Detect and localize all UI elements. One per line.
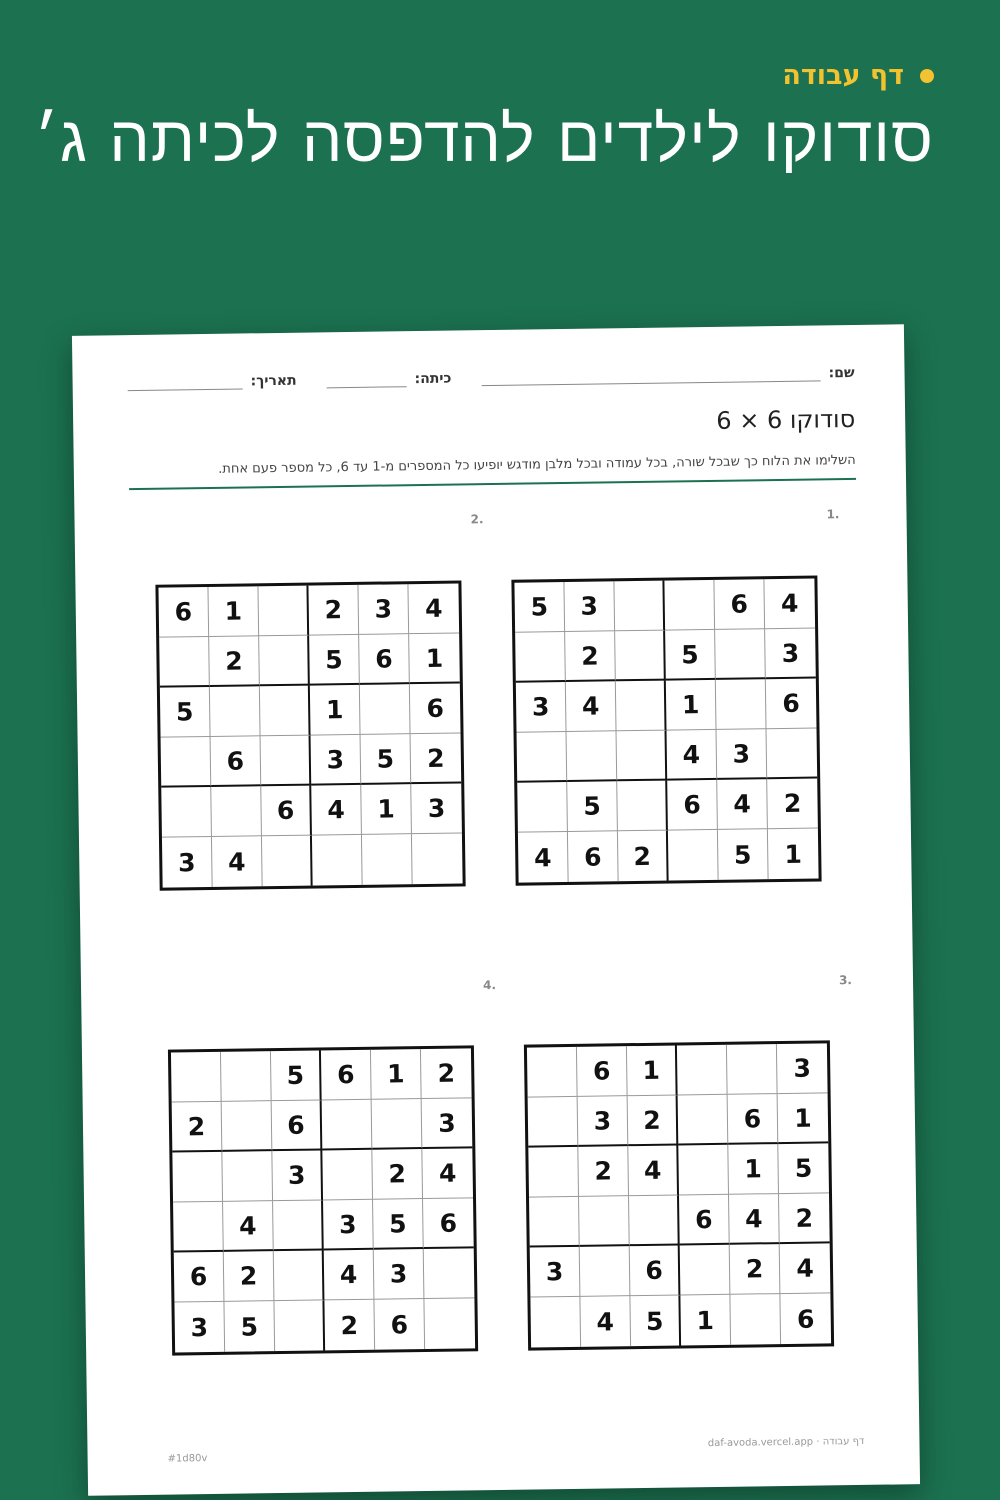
sudoku-cell[interactable] <box>528 1097 579 1148</box>
sudoku-cell[interactable] <box>616 681 667 732</box>
sudoku-cell[interactable] <box>273 1200 324 1251</box>
footer-code: #1d80v <box>167 1453 208 1465</box>
sudoku-cell[interactable] <box>614 581 665 632</box>
sudoku-cell: 6 <box>158 587 209 638</box>
sudoku-cell: 4 <box>311 785 362 836</box>
sudoku-cell: 4 <box>566 681 617 732</box>
sudoku-grid-2 <box>155 580 465 890</box>
sudoku-cell: 3 <box>765 629 816 680</box>
sudoku-cell[interactable] <box>530 1297 581 1348</box>
bullet-dot-icon <box>920 69 934 83</box>
sudoku-cell: 3 <box>564 581 615 632</box>
sudoku-cell[interactable] <box>173 1202 224 1253</box>
sudoku-cell: 3 <box>777 1043 828 1094</box>
sudoku-cell: 3 <box>272 1150 323 1201</box>
sudoku-cell[interactable] <box>360 684 411 735</box>
sudoku-cell[interactable] <box>424 1298 475 1349</box>
sudoku-cell[interactable] <box>211 786 262 837</box>
sudoku-cell: 5 <box>160 687 211 738</box>
sudoku-grid-1 <box>511 575 821 885</box>
sudoku-cell: 1 <box>784 839 803 869</box>
sudoku-cell: 1 <box>310 685 361 736</box>
sudoku-cell: 2 <box>730 1244 781 1295</box>
sudoku-cell: 6 <box>359 634 410 685</box>
name-field <box>481 365 854 386</box>
sudoku-cell: 6 <box>630 1245 681 1296</box>
date-line <box>128 374 243 391</box>
sudoku-cell: 4 <box>408 583 459 634</box>
sudoku-cell: 4 <box>212 836 263 887</box>
sudoku-cell: 5 <box>630 1295 681 1346</box>
page-title: סודוקו לילדים להדפסה לכיתה ג׳ <box>34 103 934 177</box>
sudoku-cell: 6 <box>766 679 817 730</box>
sudoku-cell[interactable] <box>322 1150 373 1201</box>
sudoku-cell[interactable] <box>412 833 463 884</box>
sudoku-cell: 2 <box>324 1300 375 1351</box>
sudoku-cell: 2 <box>209 636 260 687</box>
sudoku-cell: 6 <box>410 683 461 734</box>
sudoku-cell: 4 <box>729 1194 780 1245</box>
sudoku-cell[interactable] <box>730 1294 781 1345</box>
sudoku-cell[interactable] <box>322 1100 373 1151</box>
sudoku-cell[interactable] <box>680 1245 731 1296</box>
sudoku-cell: 5 <box>373 1199 424 1250</box>
sudoku-cell[interactable] <box>171 1052 222 1103</box>
sudoku-cell[interactable] <box>517 732 568 783</box>
sudoku-cell: 3 <box>717 729 768 780</box>
sudoku-cell: 6 <box>568 831 619 882</box>
sudoku-cell[interactable] <box>515 632 566 683</box>
sudoku-cell[interactable] <box>617 781 668 832</box>
sudoku-cell: 5 <box>778 1143 829 1194</box>
sudoku-cell: 2 <box>308 585 359 636</box>
sudoku-cell: 1 <box>409 633 460 684</box>
sudoku-cell: 1 <box>361 784 412 835</box>
sudoku-cell[interactable] <box>222 1101 273 1152</box>
sudoku-cell: 6 <box>321 1050 372 1101</box>
sudoku-cell[interactable] <box>615 631 666 682</box>
class-field <box>326 371 451 389</box>
sudoku-cell: 2 <box>628 1095 679 1146</box>
sudoku-cell: 4 <box>422 1148 473 1199</box>
sudoku-cell: 3 <box>358 584 409 635</box>
sudoku-cell: 3 <box>422 1098 473 1149</box>
name-label: שם: <box>828 364 855 382</box>
sudoku-cell: 6 <box>714 579 765 630</box>
sudoku-cell: 2 <box>372 1149 423 1200</box>
sudoku-cell: 4 <box>780 1243 831 1294</box>
sudoku-cell: 5 <box>514 582 565 633</box>
puzzle-number-4: 4. <box>482 978 497 993</box>
sudoku-cell[interactable] <box>210 686 261 737</box>
sudoku-cell: 5 <box>665 630 716 681</box>
sudoku-cell: 3 <box>578 1096 629 1147</box>
sudoku-cell[interactable] <box>567 731 618 782</box>
sudoku-cell[interactable] <box>258 586 309 637</box>
sudoku-cell: 6 <box>796 1304 815 1334</box>
puzzle-number-2: 2. <box>470 512 484 527</box>
sudoku-cell[interactable] <box>262 836 313 887</box>
sudoku-cell: 5 <box>567 781 618 832</box>
sudoku-cell: 6 <box>423 1198 474 1249</box>
sudoku-cell[interactable] <box>274 1300 325 1351</box>
sudoku-cell: 3 <box>374 1249 425 1300</box>
sudoku-cell: 5 <box>718 829 769 880</box>
sudoku-cell: 2 <box>578 1146 629 1197</box>
sudoku-cell: 2 <box>411 733 462 784</box>
sudoku-cell[interactable] <box>664 580 715 631</box>
sudoku-cell: 6 <box>577 1046 628 1097</box>
sudoku-cell[interactable] <box>159 637 210 688</box>
sudoku-cell: 5 <box>271 1050 322 1101</box>
sudoku-cell: 1 <box>680 1295 731 1346</box>
student-fields <box>127 365 854 391</box>
sudoku-grid-4 <box>168 1045 478 1355</box>
worksheet-tag <box>782 60 934 91</box>
sudoku-cell[interactable] <box>678 1145 729 1196</box>
sudoku-cell: 2 <box>618 831 669 882</box>
puzzle-number-1: 1. <box>826 507 840 522</box>
class-line <box>326 372 406 388</box>
sudoku-cell: 6 <box>667 780 718 831</box>
sudoku-cell: 4 <box>628 1145 679 1196</box>
sudoku-cell[interactable] <box>161 737 212 788</box>
sudoku-cell: 6 <box>211 736 262 787</box>
sudoku-cell: 4 <box>717 779 768 830</box>
sudoku-cell: 4 <box>324 1250 375 1301</box>
sudoku-cell[interactable] <box>362 834 413 885</box>
sudoku-cell: 1 <box>778 1093 829 1144</box>
sudoku-cell[interactable] <box>528 1147 579 1198</box>
date-label: תאריך: <box>250 372 297 390</box>
sudoku-cell[interactable] <box>727 1044 778 1095</box>
puzzle-number-3: 3. <box>838 973 853 988</box>
sudoku-cell: 4 <box>223 1201 274 1252</box>
sudoku-cell: 4 <box>667 730 718 781</box>
sudoku-cell[interactable] <box>424 1248 475 1299</box>
sudoku-grid-3 <box>524 1040 834 1350</box>
sudoku-cell[interactable] <box>527 1047 578 1098</box>
sudoku-cell[interactable] <box>261 736 312 787</box>
sudoku-cell[interactable] <box>372 1099 423 1150</box>
date-field <box>127 373 296 391</box>
sudoku-cell[interactable] <box>161 787 212 838</box>
sudoku-cell[interactable] <box>529 1197 580 1248</box>
sudoku-cell: 1 <box>208 586 259 637</box>
sudoku-cell: 4 <box>764 579 815 630</box>
sudoku-cell[interactable] <box>221 1051 272 1102</box>
sudoku-cell[interactable] <box>716 679 767 730</box>
sudoku-cell: 5 <box>309 635 360 686</box>
sudoku-cell: 1 <box>371 1049 422 1100</box>
footer-site: דף עבודה · daf-avoda.vercel.app <box>707 1435 865 1450</box>
sudoku-cell: 3 <box>162 837 213 888</box>
sudoku-cell: 6 <box>261 786 312 837</box>
sudoku-cell[interactable] <box>580 1246 631 1297</box>
sudoku-cell: 4 <box>580 1296 631 1347</box>
sudoku-cell[interactable] <box>629 1195 680 1246</box>
sudoku-cell: 6 <box>272 1100 323 1151</box>
sudoku-cell: 2 <box>224 1251 275 1302</box>
sudoku-cell: 4 <box>518 832 569 883</box>
sudoku-cell: 6 <box>728 1094 779 1145</box>
sudoku-cell: 2 <box>172 1102 223 1153</box>
sudoku-cell[interactable] <box>617 731 668 782</box>
sudoku-cell: 3 <box>311 735 362 786</box>
sudoku-cell: 2 <box>421 1048 472 1099</box>
sudoku-cell[interactable] <box>172 1152 223 1203</box>
sudoku-cell[interactable] <box>767 729 818 780</box>
sudoku-cell: 2 <box>565 631 616 682</box>
sudoku-cell: 1 <box>728 1144 779 1195</box>
sudoku-cell: 3 <box>323 1200 374 1251</box>
class-label: כיתה: <box>414 370 452 388</box>
worksheet-sheet <box>72 324 920 1496</box>
sudoku-cell[interactable] <box>715 629 766 680</box>
sudoku-cell: 1 <box>666 680 717 731</box>
sudoku-cell[interactable] <box>668 830 719 881</box>
sudoku-cell[interactable] <box>678 1095 729 1146</box>
sudoku-cell: 6 <box>679 1195 730 1246</box>
sudoku-cell[interactable] <box>517 782 568 833</box>
sudoku-cell: 6 <box>374 1299 425 1350</box>
sudoku-cell: 3 <box>516 682 567 733</box>
sudoku-cell: 3 <box>530 1247 581 1298</box>
worksheet-tag-label: דף עבודה <box>782 60 904 91</box>
sudoku-cell[interactable] <box>312 835 363 886</box>
sudoku-cell[interactable] <box>260 686 311 737</box>
name-line <box>481 366 820 386</box>
instructions: השלימו את הלוח כך שבכל שורה, בכל עמודה ובכל מלבן מודגש יופיעו כל המספרים מ-1 עד 6, כל מספר פעם אחת. <box>129 453 856 490</box>
sudoku-cell[interactable] <box>579 1196 630 1247</box>
sudoku-cell[interactable] <box>222 1151 273 1202</box>
sudoku-cell: 5 <box>361 734 412 785</box>
sudoku-cell[interactable] <box>259 636 310 687</box>
sudoku-cell: 3 <box>411 783 462 834</box>
sudoku-cell: 5 <box>224 1301 275 1352</box>
sudoku-cell: 6 <box>174 1252 225 1303</box>
sudoku-cell: 2 <box>767 779 818 830</box>
sudoku-cell[interactable] <box>274 1250 325 1301</box>
sheet-title: סודוקו 6 × 6 <box>716 404 856 435</box>
sudoku-cell[interactable] <box>677 1045 728 1096</box>
sudoku-cell: 1 <box>627 1045 678 1096</box>
sudoku-cell: 3 <box>174 1302 225 1353</box>
sudoku-cell: 2 <box>779 1193 830 1244</box>
